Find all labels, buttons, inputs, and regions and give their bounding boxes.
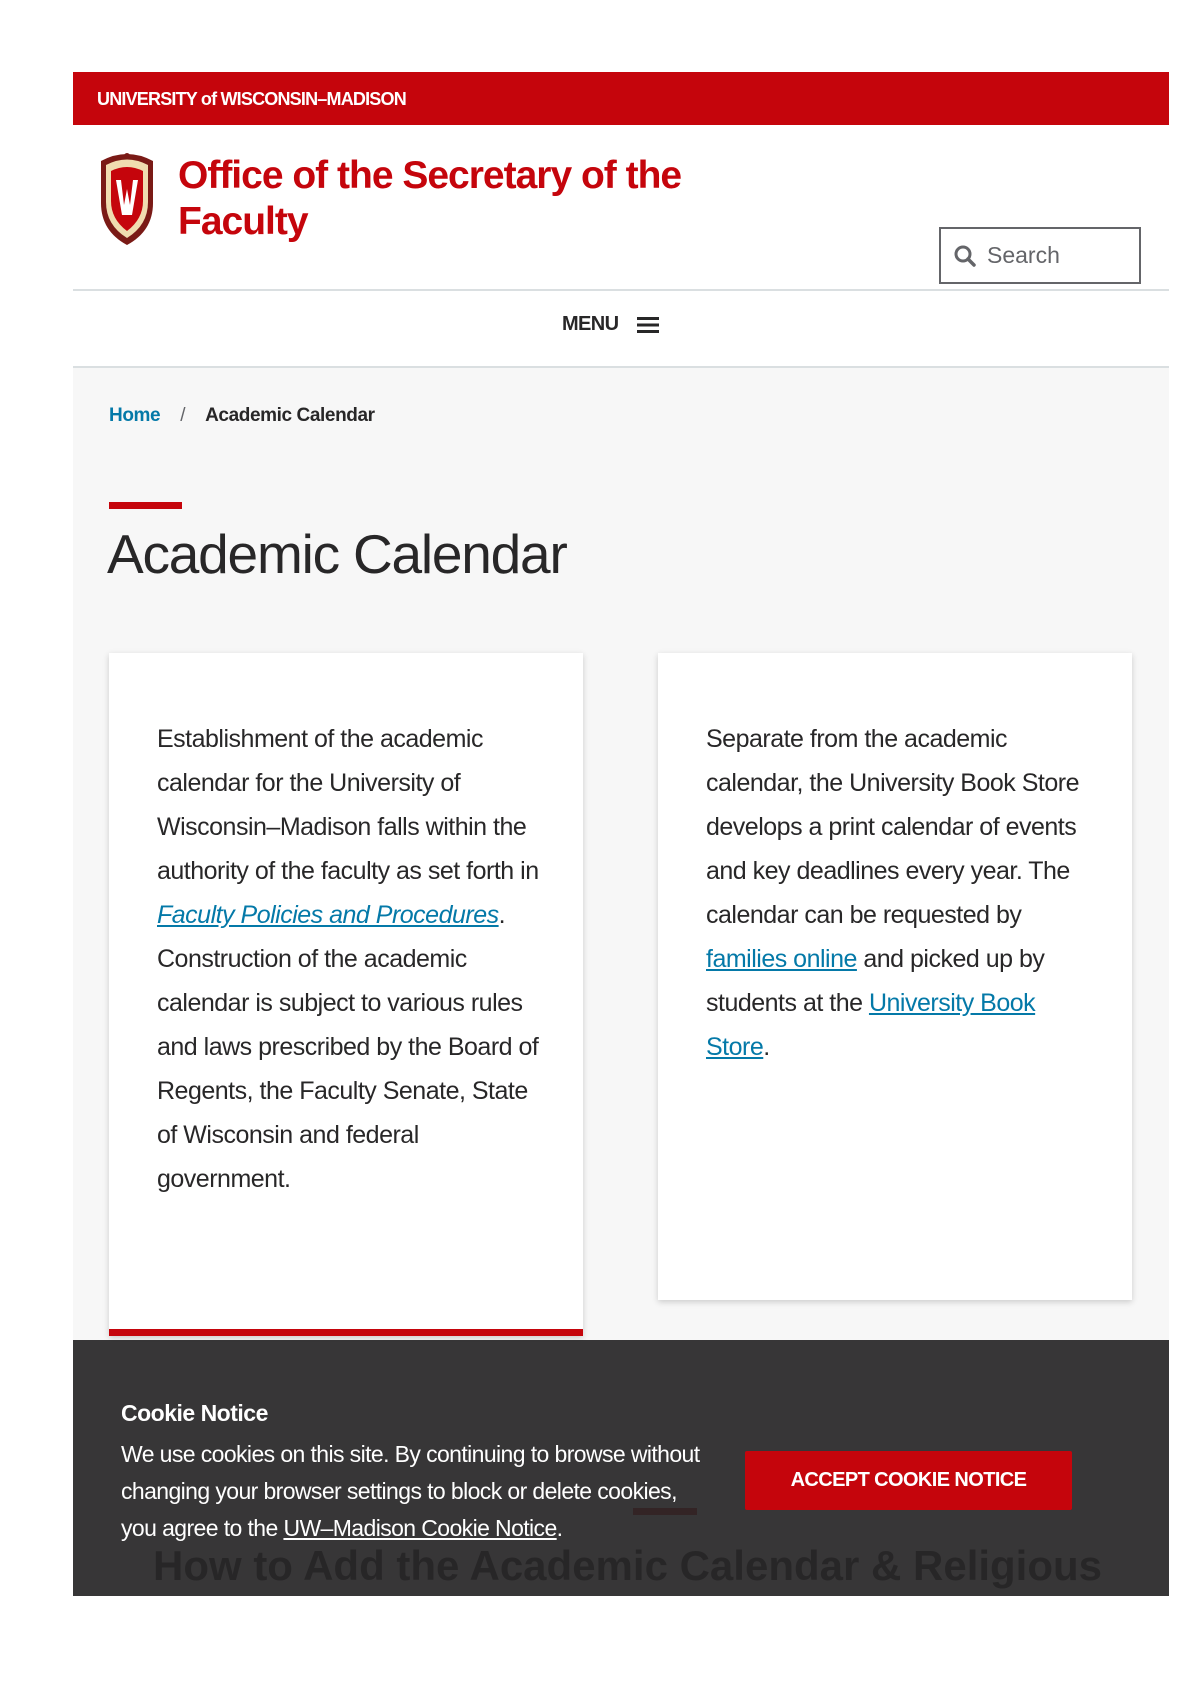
page-title: Academic Calendar	[107, 523, 567, 585]
cookie-notice-banner	[73, 1340, 1169, 1596]
university-book-store-link[interactable]: University Book Store	[706, 989, 1036, 1061]
cookie-text-part: We use cookies on this site. By continuing to browse without changing your browser settings to block or delete cookies, you agree to the	[121, 1441, 700, 1541]
search-placeholder: Search	[987, 242, 1060, 268]
university-name-link[interactable]: UNIVERSITY of WISCONSIN–MADISON	[97, 89, 406, 109]
hamburger-icon	[637, 316, 659, 334]
uw-crest-icon[interactable]	[95, 147, 159, 247]
card-text-part: Separate from the academic calendar, the University Book Store develops a print calendar of events and key deadlines every year. The calendar can be requested by	[706, 725, 1079, 929]
cookie-notice-link[interactable]: UW–Madison Cookie Notice	[283, 1515, 557, 1541]
card-text-part: .	[763, 1033, 770, 1061]
card-text-part: . Construction of the academic calendar is subject to various rules and laws prescribed by the Board of Regents, the Faculty Senate, State of Wisconsin and federal government.	[157, 901, 539, 1193]
site-title[interactable]: Office of the Secretary of the Faculty	[178, 154, 682, 243]
breadcrumb	[109, 405, 375, 427]
cookie-notice-text	[121, 1436, 701, 1547]
card-text	[706, 717, 1088, 1069]
cookie-notice-heading: Cookie Notice	[121, 1400, 268, 1426]
accept-cookie-button[interactable]: ACCEPT COOKIE NOTICE	[745, 1451, 1072, 1510]
title-accent-bar	[109, 502, 182, 509]
university-bar	[73, 72, 1169, 125]
breadcrumb-separator: /	[180, 405, 186, 426]
book-store-calendar-card	[658, 653, 1132, 1300]
card-accent-bar	[109, 1329, 583, 1336]
search-input[interactable]	[939, 227, 1141, 284]
calendar-authority-card	[109, 653, 583, 1336]
cookie-text-part: .	[556, 1515, 563, 1541]
card-text-part: and picked up by students at the	[706, 945, 1045, 1017]
card-text-part: Establishment of the academic calendar for the University of Wisconsin–Madison falls within the authority of the faculty as set forth in	[157, 725, 539, 885]
menu-button[interactable]	[562, 313, 659, 336]
card-text	[157, 717, 539, 1201]
breadcrumb-current: Academic Calendar	[205, 405, 375, 426]
search-icon	[953, 244, 977, 268]
page-frame	[73, 72, 1169, 1596]
menu-label: MENU	[562, 313, 619, 335]
breadcrumb-home-link[interactable]: Home	[109, 405, 161, 426]
faculty-policies-link[interactable]: Faculty Policies and Procedures	[157, 901, 499, 929]
families-online-link[interactable]: families online	[706, 945, 857, 973]
nav-bar	[73, 289, 1169, 368]
